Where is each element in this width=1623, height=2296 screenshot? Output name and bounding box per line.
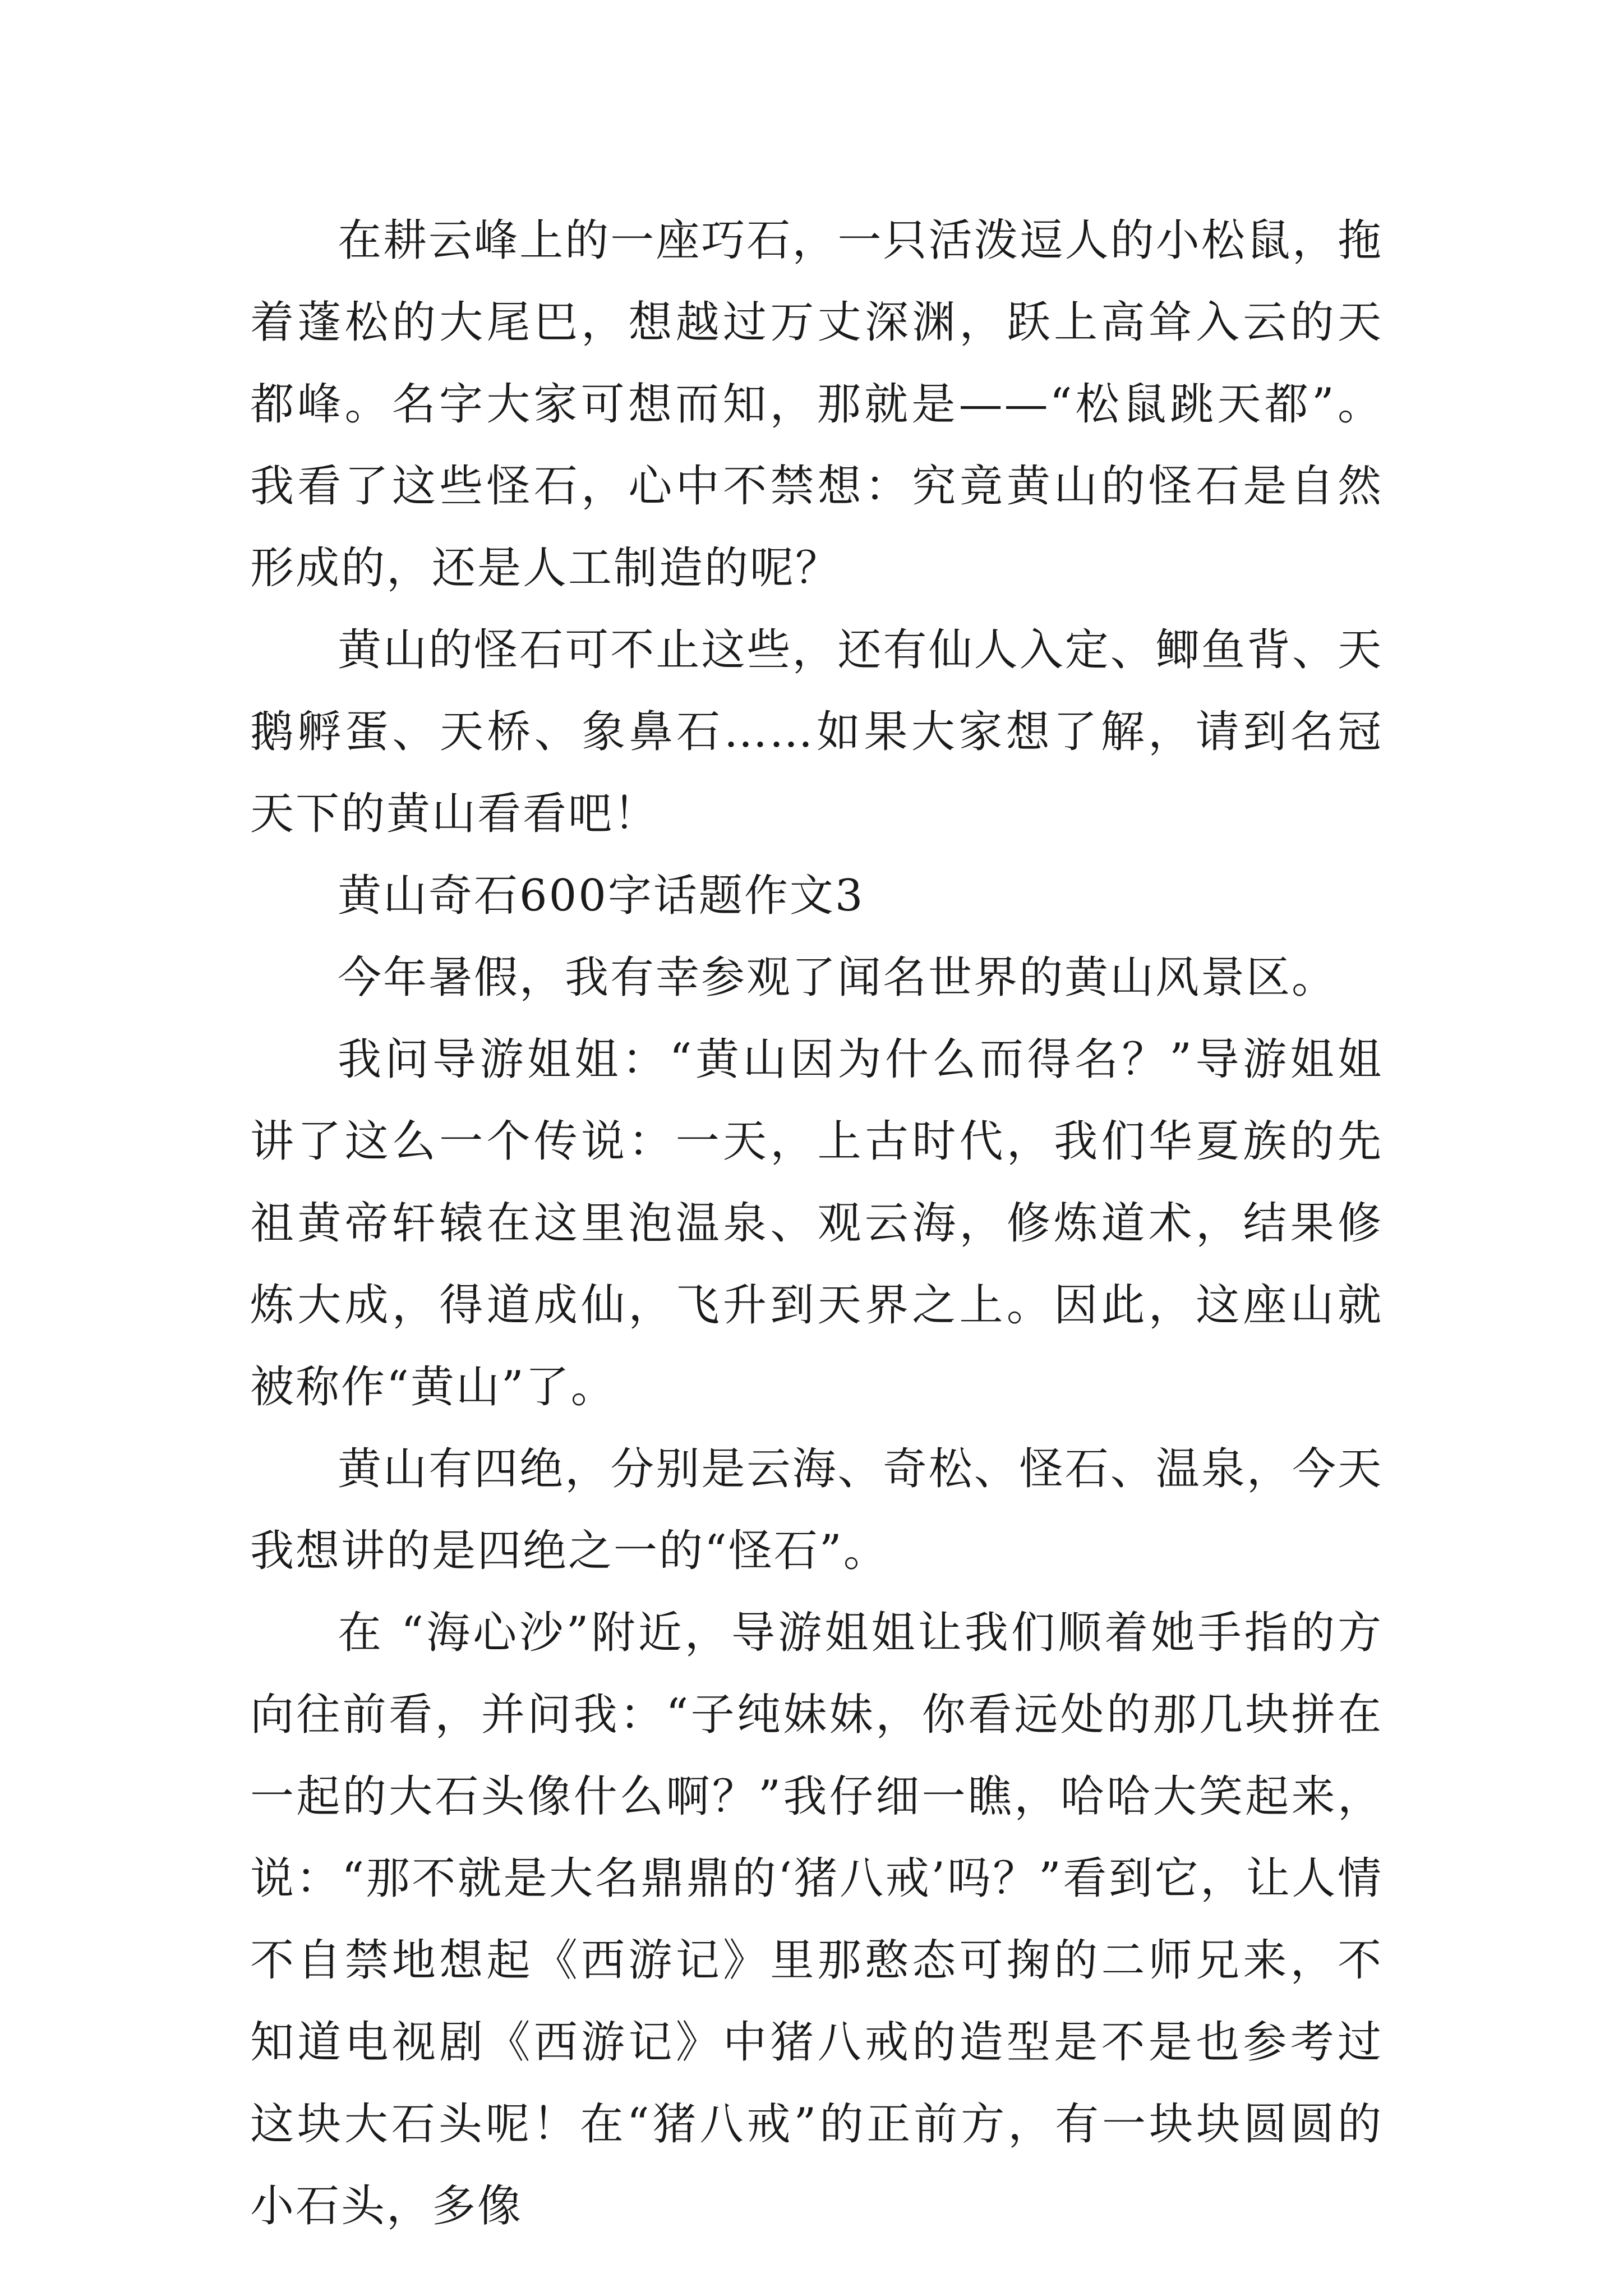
document-body	[250, 200, 1383, 2247]
paragraph: 在耕云峰上的一座巧石，一只活泼逗人的小松鼠，拖着蓬松的大尾巴，想越过万丈深渊，跃上高耸入云的天都峰。名字大家可想而知，那就是——“松鼠跳天都”。我看了这些怪石，心中不禁想：究竟黄山的怪石是自然形成的，还是人工制造的呢？	[250, 215, 1383, 593]
paragraph: 在 “海心沙”附近，导游姐姐让我们顺着她手指的方向往前看，并问我：“子纯妹妹，你看远处的那几块拼在一起的大石头像什么啊？”我仔细一瞧，哈哈大笑起来，说：“那不就是大名鼎鼎的‘猪八戒’吗？”看到它，让人情不自禁地想起《西游记》里那憨态可掬的二师兄来，不知道电视剧《西游记》中猪八戒的造型是不是也参考过这块大石头呢！在“猪八戒”的正前方，有一块块圆圆的小石头，多像	[250, 1608, 1383, 2231]
paragraph: 黄山有四绝，分别是云海、奇松、怪石、温泉，今天我想讲的是四绝之一的“怪石”。	[250, 1444, 1383, 1576]
paragraph: 今年暑假，我有幸参观了闻名世界的黄山风景区。	[338, 953, 1338, 1003]
paragraph: 黄山的怪石可不止这些，还有仙人入定、鲫鱼背、天鹅孵蛋、天桥、象鼻石……如果大家想了解，请到名冠天下的黄山看看吧！	[250, 625, 1383, 839]
paragraph: 我问导游姐姐：“黄山因为什么而得名？”导游姐姐讲了这么一个传说：一天，上古时代，我们华夏族的先祖黄帝轩辕在这里泡温泉、观云海，修炼道术，结果修炼大成，得道成仙，飞升到天界之上。因此，这座山就被称作“黄山”了。	[250, 1034, 1383, 1412]
section-heading: 黄山奇石600字话题作文3	[338, 871, 865, 921]
